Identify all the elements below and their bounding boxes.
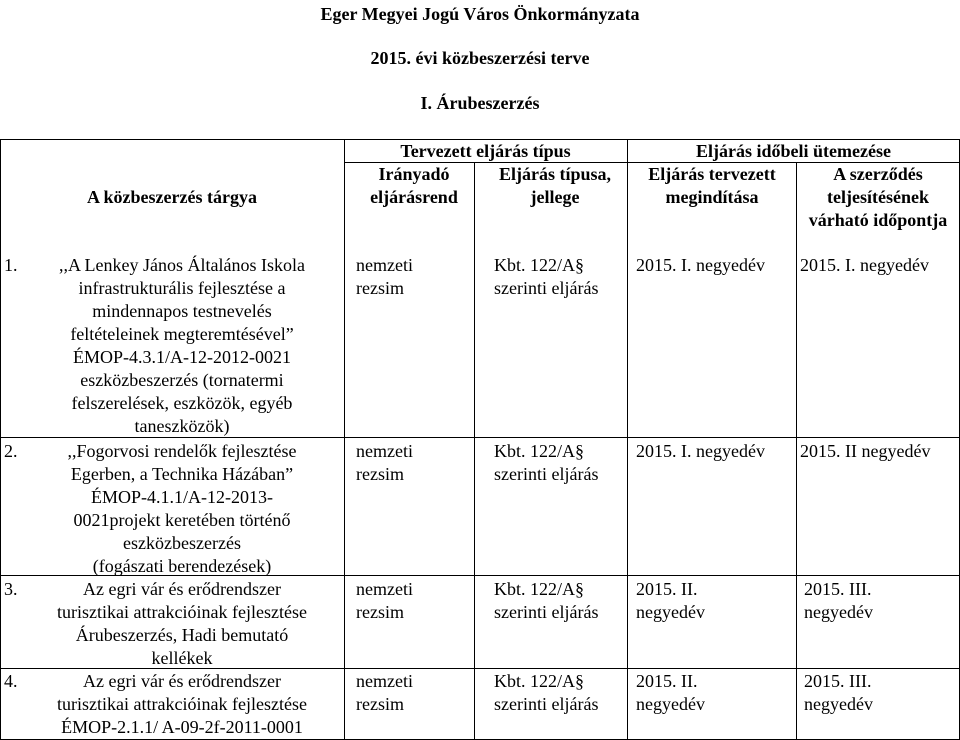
row-regime: nemzeti rezsim xyxy=(356,255,413,298)
header-completion: A szerződés teljesítésének várható időpontja xyxy=(808,164,948,230)
column-divider xyxy=(627,139,628,740)
row-number: 3. xyxy=(4,579,18,599)
row-regime: nemzeti rezsim xyxy=(356,671,413,714)
header-subject: A közbeszerzés tárgya xyxy=(87,187,257,207)
header-regime: Irányadó eljárásrend xyxy=(370,164,458,207)
row-number: 2. xyxy=(4,441,18,461)
row-completion: 2015. I. negyedév xyxy=(800,255,929,275)
row-completion: 2015. II negyedév xyxy=(800,441,931,461)
section-title: I. Árubeszerzés xyxy=(420,93,540,113)
column-divider xyxy=(474,162,475,740)
row-number: 1. xyxy=(4,255,18,275)
row-completion: 2015. III. negyedév xyxy=(804,579,873,622)
plan-title: 2015. évi közbeszerzési terve xyxy=(370,48,590,68)
column-divider xyxy=(796,162,797,740)
row-type: Kbt. 122/A§ szerinti eljárás xyxy=(494,671,599,714)
row-type: Kbt. 122/A§ szerinti eljárás xyxy=(494,579,599,622)
row-subject: Az egri vár és erődrendszer turisztikai attrakcióinak fejlesztése Árubeszerzés, Hadi bemutató kellékek xyxy=(57,579,307,668)
row-subject: Az egri vár és erődrendszer turisztikai attrakcióinak fejlesztése ÉMOP-2.1.1/ A-09-2f-2011-0001 xyxy=(57,671,307,737)
row-start: 2015. II. negyedév xyxy=(636,671,705,714)
row-start: 2015. I. negyedév xyxy=(636,255,765,275)
row-number: 4. xyxy=(4,671,18,691)
row-type: Kbt. 122/A§ szerinti eljárás xyxy=(494,441,599,484)
row-regime: nemzeti rezsim xyxy=(356,441,413,484)
row-start: 2015. I. negyedév xyxy=(636,441,765,461)
header-schedule: Eljárás időbeli ütemezése xyxy=(696,141,891,161)
row-subject: ,,A Lenkey János Általános Iskola infrastrukturális fejlesztése a mindennapos testnevelés feltételeinek megteremtésével” ÉMOP-4.3.1/A-12-2012-0021 eszközbeszerzés (tornatermi felszerelések, eszközök, egyéb taneszközök) xyxy=(59,255,305,436)
row-regime: nemzeti rezsim xyxy=(356,579,413,622)
header-type: Eljárás típusa, jellege xyxy=(498,164,612,207)
organization-title: Eger Megyei Jogú Város Önkormányzata xyxy=(320,4,640,24)
row-type: Kbt. 122/A§ szerinti eljárás xyxy=(494,255,599,298)
column-divider xyxy=(344,139,345,740)
table-left-border xyxy=(0,139,1,740)
header-planned-type: Tervezett eljárás típus xyxy=(400,141,571,161)
row-completion: 2015. III. negyedév xyxy=(804,671,873,714)
row-subject: ,,Fogorvosi rendelők fejlesztése Egerben, a Technika Házában” ÉMOP-4.1.1/A-12-2013- 0021projekt keretében történő eszközbeszerzés (fogászati berendezések) xyxy=(67,441,297,576)
row-start: 2015. II. negyedév xyxy=(636,579,705,622)
header-start: Eljárás tervezett megindítása xyxy=(648,164,776,207)
